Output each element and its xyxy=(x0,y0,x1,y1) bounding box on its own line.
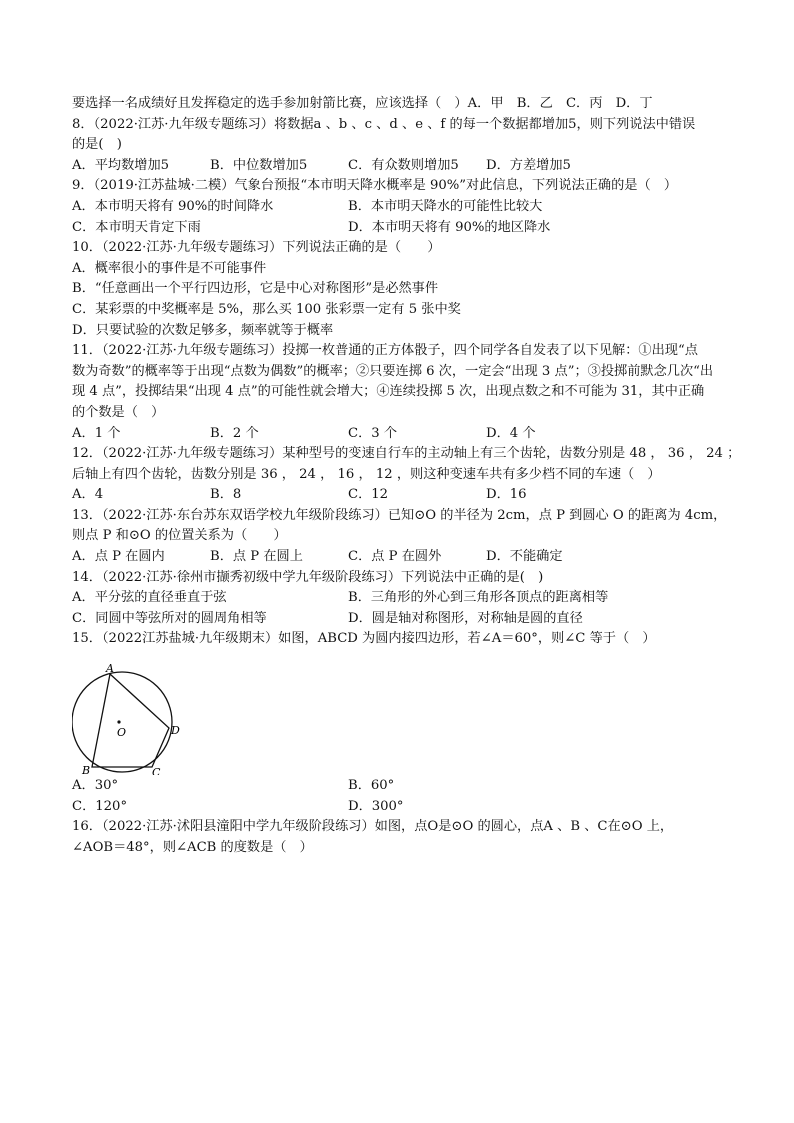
q12-stem: 后轴上有四个齿轮，齿数分别是 36 ， 24 ， 16 ， 12 ，则这种变速车共有多少档不同的车速（ ） xyxy=(72,466,661,482)
option: B．2 个 xyxy=(210,425,259,441)
q14-stem: 14．（2022·江苏·徐州市撷秀初级中学九年级阶段练习）下列说法中正确的是( ) xyxy=(72,569,544,585)
q9-options-row2 xyxy=(72,218,732,239)
q11-options xyxy=(72,424,732,445)
option: C．本市明天肯定下雨 xyxy=(72,219,201,235)
q9-stem: 9．（2019·江苏盐城·二模）气象台预报“本市明天降水概率是 90%”对此信息，下列说法正确的是（ ） xyxy=(72,178,678,194)
option: C．120° xyxy=(72,798,128,814)
option: C．12 xyxy=(348,487,389,503)
option: C．点 P 在圆外 xyxy=(348,549,442,565)
option: D．16 xyxy=(486,487,527,503)
q16-stem: ∠AOB＝48°，则∠ACB 的度数是（ ） xyxy=(72,839,313,855)
option: A．本市明天将有 90%的时间降水 xyxy=(72,198,274,214)
q13-stem: 13．（2022·江苏·东台苏东双语学校九年级阶段练习）已知⊙O 的半径为 2cm，点 P 到圆心 O 的距离为 4cm， xyxy=(72,507,727,523)
option: A．平分弦的直径垂直于弦 xyxy=(72,590,227,606)
option: C．有众数则增加5 xyxy=(348,157,459,173)
q13-stem: 则点 P 和⊙O 的位置关系为（ ） xyxy=(72,528,287,544)
option: D．方差增加5 xyxy=(486,157,571,173)
label-o: O xyxy=(117,726,127,739)
q11-stem: 数为奇数”的概率等于出现“点数为偶数”的概率；②只要连掷 6 次，一定会“出现 3 点”；③投掷前默念几次“出 xyxy=(72,363,714,379)
q10-stem: 10．（2022·江苏·九年级专题练习）下列说法正确的是（ ） xyxy=(72,240,441,256)
inscribed-quadrilateral xyxy=(92,674,169,767)
q8-stem: 8．（2022·江苏·九年级专题练习）将数据a 、b 、c 、d 、e 、f 的每一个数据都增加5，则下列说法中错误 xyxy=(72,116,696,132)
option: D．4 个 xyxy=(486,425,536,441)
option: D．只要试验的次数足够多，频率就等于概率 xyxy=(72,322,334,338)
option: D．圆是轴对称图形，对称轴是圆的直径 xyxy=(348,610,583,626)
option: B．8 xyxy=(210,487,242,503)
option: C．3 个 xyxy=(348,425,398,441)
label-b: B xyxy=(82,764,91,775)
text-line: 要选择一名成绩好且发挥稳定的选手参加射箭比赛，应该选择（ ）A．甲 B．乙 C．丙 D．丁 xyxy=(72,96,653,111)
option: B．“任意画出一个平行四边形，它是中心对称图形”是必然事件 xyxy=(72,281,439,297)
option: A．30° xyxy=(72,778,119,794)
label-a: A xyxy=(106,663,114,675)
q15-options-row1 xyxy=(72,776,732,797)
option: A．4 xyxy=(72,487,104,503)
option: B．点 P 在圆上 xyxy=(210,549,303,565)
q11-stem: 的个数是（ ） xyxy=(72,404,165,420)
q14-options-row2 xyxy=(72,609,732,630)
option: A．概率很小的事件是不可能事件 xyxy=(72,260,267,276)
option: C．某彩票的中奖概率是 5%，那么买 100 张彩票一定有 5 张中奖 xyxy=(72,301,461,317)
option: A．平均数增加5 xyxy=(72,157,170,173)
option: B．60° xyxy=(348,778,395,794)
q16-stem: 16．（2022·江苏·沭阳县潼阳中学九年级阶段练习）如图，点O是⊙O 的圆心，点A 、B 、C在⊙O 上， xyxy=(72,819,674,835)
q14-options-row1 xyxy=(72,588,732,609)
option: D．300° xyxy=(348,798,404,814)
option: D．不能确定 xyxy=(486,549,563,565)
q11-stem: 11．（2022·江苏·九年级专题练习）投掷一枚普通的正方体骰子，四个同学各自发表了以下见解：①出现“点 xyxy=(72,343,698,359)
q13-options xyxy=(72,547,732,568)
q11-stem: 现 4 点”，投掷结果“出现 4 点”的可能性就会增大；④连续投掷 5 次，出现点数之和不可能为 31，其中正确 xyxy=(72,384,705,400)
q12-options xyxy=(72,485,732,506)
circle-quadrilateral-figure xyxy=(72,663,192,775)
q15-options-row2 xyxy=(72,797,732,818)
option: A．点 P 在圆内 xyxy=(72,549,165,565)
label-d: D xyxy=(171,724,180,737)
q15-stem: 15．（2022江苏盐城·九年级期末）如图，ABCD 为圆内接四边形，若∠A＝60°，则∠C 等于（ ） xyxy=(72,631,656,647)
q9-options-row1 xyxy=(72,197,732,218)
option: B．中位数增加5 xyxy=(210,157,308,173)
option: B．三角形的外心到三角形各顶点的距离相等 xyxy=(348,590,609,606)
label-c: C xyxy=(152,766,161,775)
option: D．本市明天将有 90%的地区降水 xyxy=(348,219,551,235)
q12-stem: 12．（2022·江苏·九年级专题练习）某种型号的变速自行车的主动轴上有三个齿轮，齿数分别是 48 ， 36 ， 24 ； xyxy=(72,446,741,462)
center-point xyxy=(117,720,120,723)
q8-stem-cont: 的是( ) xyxy=(72,137,122,153)
q8-options xyxy=(72,156,732,177)
option: B．本市明天降水的可能性比较大 xyxy=(348,198,543,214)
option: A．1 个 xyxy=(72,425,121,441)
option: C．同圆中等弦所对的圆周角相等 xyxy=(72,610,267,626)
